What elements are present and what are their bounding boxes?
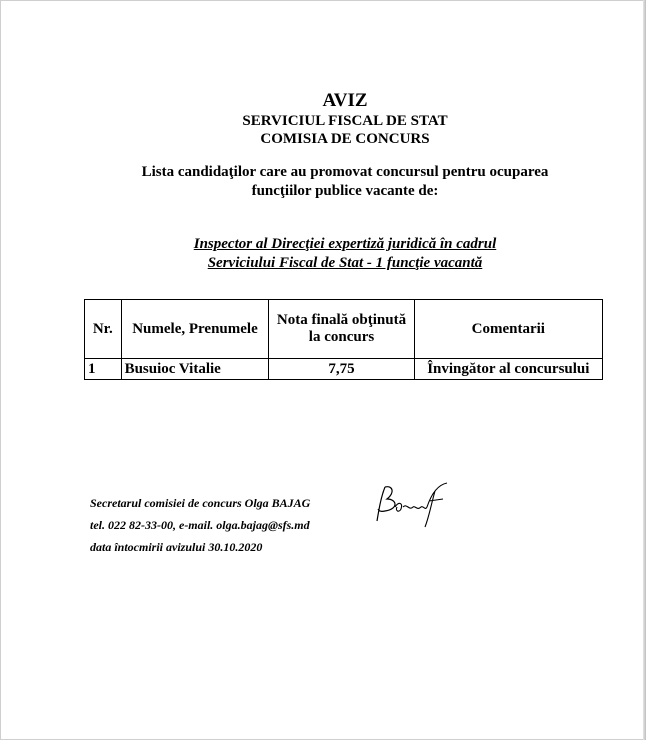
cell-comment: Învingător al concursului: [414, 359, 602, 380]
column-header-name: Numele, Prenumele: [121, 300, 269, 359]
commission-name: COMISIA DE CONCURS: [260, 131, 430, 147]
column-header-nr: Nr.: [85, 300, 122, 359]
cell-grade: 7,75: [269, 359, 414, 380]
intro-line-2: funcţiilor publice vacante de:: [251, 183, 439, 199]
document-title: AVIZ: [322, 90, 368, 111]
table-row: [85, 359, 603, 380]
organization-name: SERVICIUL FISCAL DE STAT: [242, 113, 448, 129]
document-header: [0, 90, 646, 148]
intro-line-1: Lista candidaţilor care au promovat concursul pentru ocuparea: [141, 164, 549, 180]
column-header-comments: Comentarii: [414, 300, 602, 359]
handwritten-signature: [373, 481, 453, 529]
cell-nr: 1: [85, 359, 122, 380]
intro-text: [0, 163, 646, 201]
position-line-2: Serviciului Fiscal de Stat - 1 funcţie vacantă: [207, 255, 483, 271]
date-line: data întocmirii avizului 30.10.2020: [90, 540, 263, 554]
position-title: [0, 235, 646, 273]
table-header-row: [85, 300, 603, 359]
contact-line: tel. 022 82-33-00, e-mail. olga.bajag@sfs.md: [90, 518, 310, 532]
results-table: [84, 299, 603, 380]
column-header-grade: Nota finală obţinută la concurs: [269, 300, 414, 359]
position-line-1: Inspector al Direcţiei expertiză juridică în cadrul: [193, 236, 497, 252]
document-footer: [90, 492, 310, 558]
cell-name: Busuioc Vitalie: [121, 359, 269, 380]
secretary-line: Secretarul comisiei de concurs Olga BAJAG: [90, 496, 311, 510]
